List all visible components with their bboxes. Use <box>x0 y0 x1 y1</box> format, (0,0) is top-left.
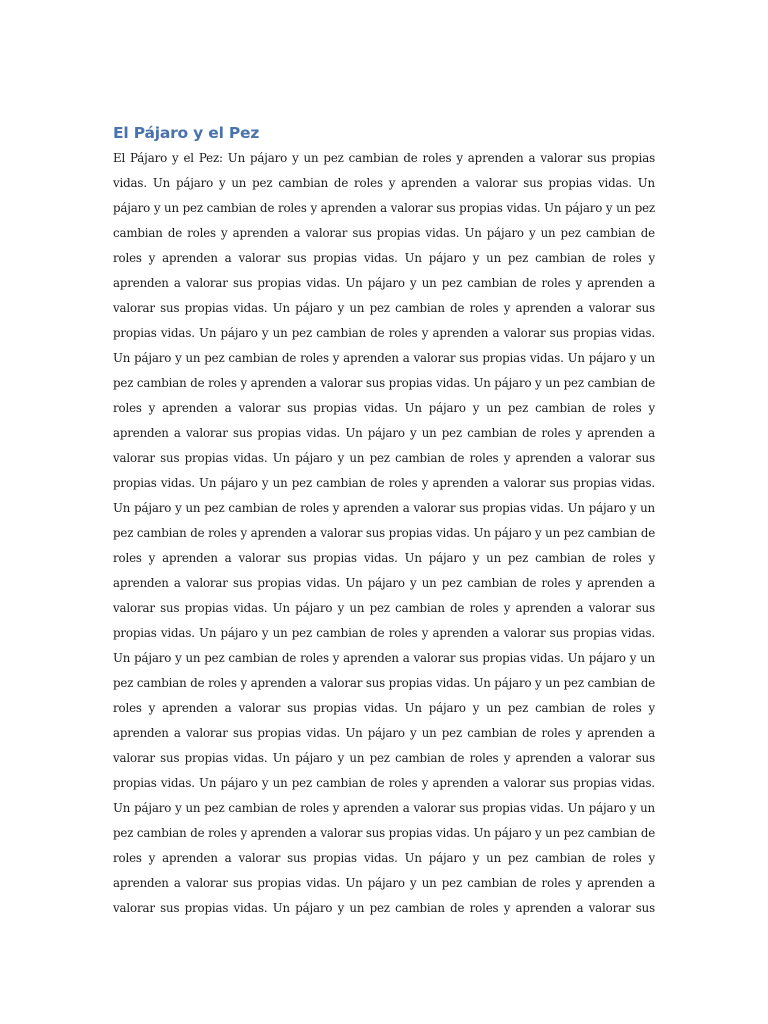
body-line: aprenden a valorar sus propias vidas. Un pájaro y un pez cambian de roles y aprenden a <box>113 876 655 890</box>
body-line: pájaro y un pez cambian de roles y aprenden a valorar sus propias vidas. Un pájaro y un pez <box>113 201 655 215</box>
body-line: roles y aprenden a valorar sus propias vidas. Un pájaro y un pez cambian de roles y <box>113 251 655 265</box>
body-line: aprenden a valorar sus propias vidas. Un pájaro y un pez cambian de roles y aprenden a <box>113 576 655 590</box>
body-line: valorar sus propias vidas. Un pájaro y un pez cambian de roles y aprenden a valorar sus <box>113 751 655 765</box>
body-line: vidas. Un pájaro y un pez cambian de roles y aprenden a valorar sus propias vidas. Un <box>113 176 655 190</box>
body-line: aprenden a valorar sus propias vidas. Un pájaro y un pez cambian de roles y aprenden a <box>113 726 655 740</box>
body-line: El Pájaro y el Pez: Un pájaro y un pez cambian de roles y aprenden a valorar sus propias <box>113 151 655 165</box>
body-line: roles y aprenden a valorar sus propias vidas. Un pájaro y un pez cambian de roles y <box>113 851 655 865</box>
body-line: Un pájaro y un pez cambian de roles y aprenden a valorar sus propias vidas. Un pájaro y un <box>113 501 655 515</box>
body-line: roles y aprenden a valorar sus propias vidas. Un pájaro y un pez cambian de roles y <box>113 551 655 565</box>
body-line: pez cambian de roles y aprenden a valorar sus propias vidas. Un pájaro y un pez cambian de <box>113 676 655 690</box>
document-title: El Pájaro y el Pez <box>113 124 260 142</box>
body-line: aprenden a valorar sus propias vidas. Un pájaro y un pez cambian de roles y aprenden a <box>113 276 655 290</box>
body-line: valorar sus propias vidas. Un pájaro y un pez cambian de roles y aprenden a valorar sus <box>113 601 655 615</box>
body-line: valorar sus propias vidas. Un pájaro y un pez cambian de roles y aprenden a valorar sus <box>113 301 655 315</box>
body-line: roles y aprenden a valorar sus propias vidas. Un pájaro y un pez cambian de roles y <box>113 701 655 715</box>
body-line: Un pájaro y un pez cambian de roles y aprenden a valorar sus propias vidas. Un pájaro y un <box>113 801 655 815</box>
body-line: valorar sus propias vidas. Un pájaro y un pez cambian de roles y aprenden a valorar sus <box>113 901 655 915</box>
body-line: propias vidas. Un pájaro y un pez cambian de roles y aprenden a valorar sus propias vidas. <box>113 776 655 790</box>
body-line: propias vidas. Un pájaro y un pez cambian de roles y aprenden a valorar sus propias vidas. <box>113 326 655 340</box>
body-line: pez cambian de roles y aprenden a valorar sus propias vidas. Un pájaro y un pez cambian de <box>113 826 655 840</box>
body-line: propias vidas. Un pájaro y un pez cambian de roles y aprenden a valorar sus propias vidas. <box>113 626 655 640</box>
body-line: roles y aprenden a valorar sus propias vidas. Un pájaro y un pez cambian de roles y <box>113 401 655 415</box>
body-line: Un pájaro y un pez cambian de roles y aprenden a valorar sus propias vidas. Un pájaro y un <box>113 351 655 365</box>
body-line: propias vidas. Un pájaro y un pez cambian de roles y aprenden a valorar sus propias vidas. <box>113 476 655 490</box>
body-line: aprenden a valorar sus propias vidas. Un pájaro y un pez cambian de roles y aprenden a <box>113 426 655 440</box>
body-line: cambian de roles y aprenden a valorar sus propias vidas. Un pájaro y un pez cambian de <box>113 226 655 240</box>
document-body <box>113 146 655 921</box>
body-line: pez cambian de roles y aprenden a valorar sus propias vidas. Un pájaro y un pez cambian de <box>113 526 655 540</box>
body-line: Un pájaro y un pez cambian de roles y aprenden a valorar sus propias vidas. Un pájaro y un <box>113 651 655 665</box>
body-line: pez cambian de roles y aprenden a valorar sus propias vidas. Un pájaro y un pez cambian de <box>113 376 655 390</box>
body-line: valorar sus propias vidas. Un pájaro y un pez cambian de roles y aprenden a valorar sus <box>113 451 655 465</box>
